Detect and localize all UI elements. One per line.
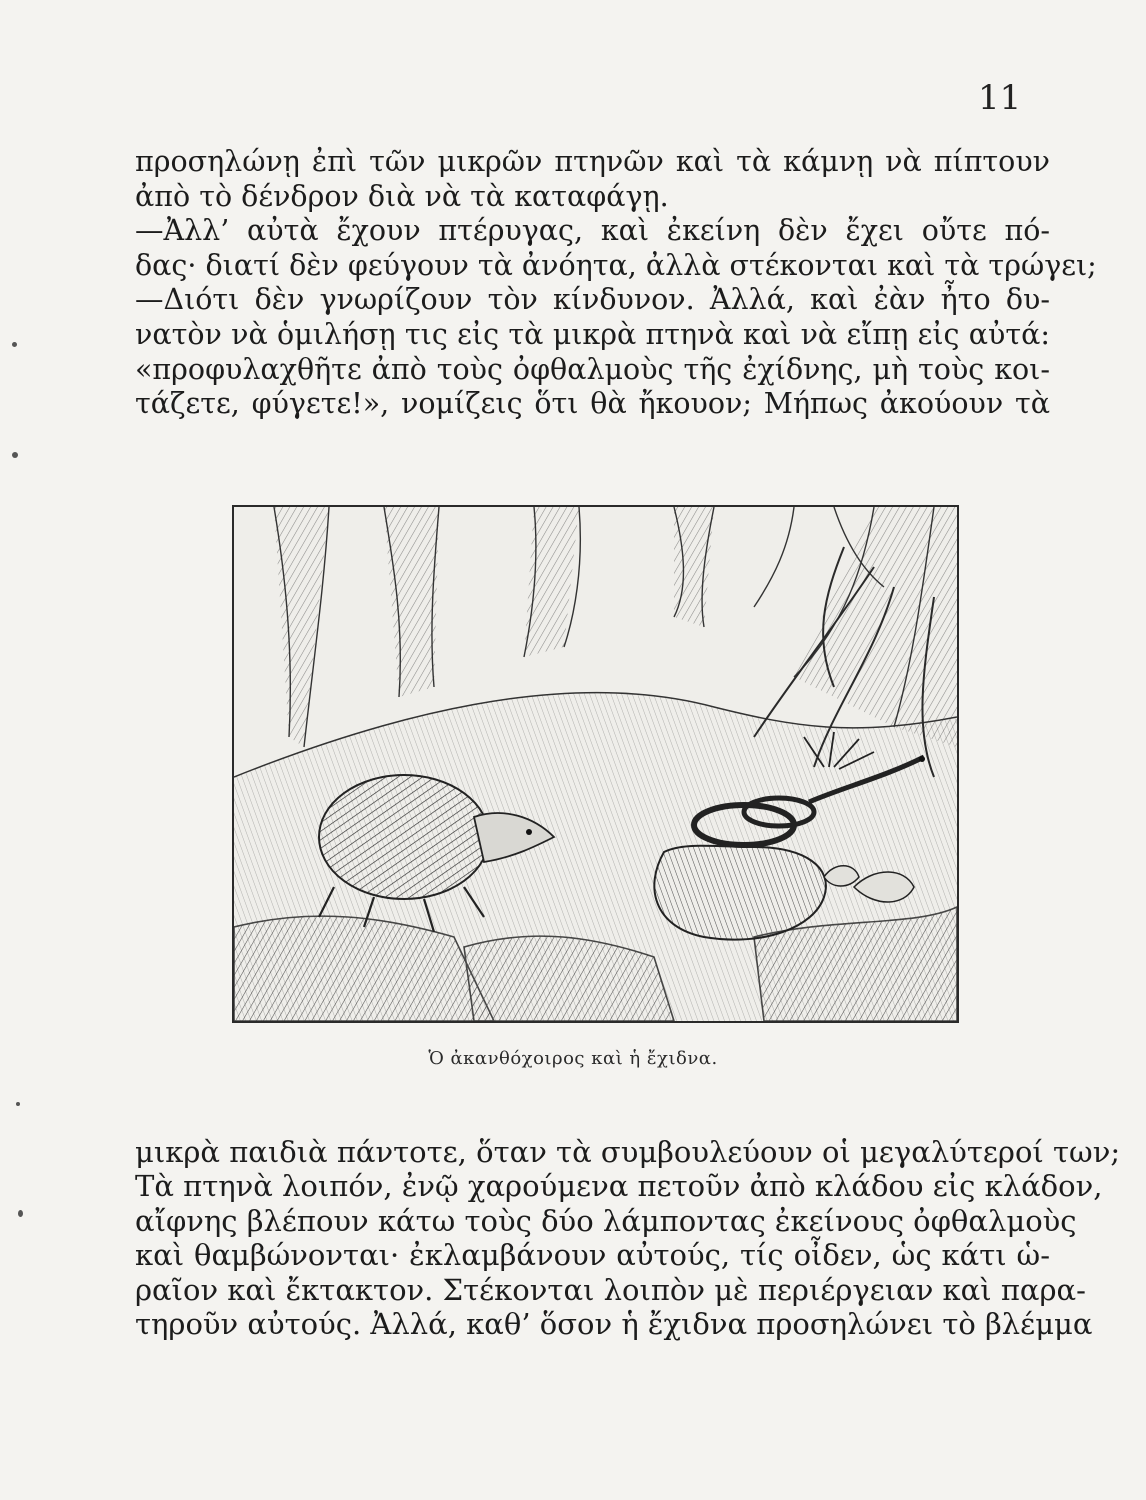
scan-speck — [12, 452, 18, 458]
text-line: ραῖον καὶ ἔκτακτον. Στέκονται λοιπὸν μὲ περιέργειαν καὶ παρα- — [135, 1272, 1086, 1307]
text-block-bottom — [135, 1135, 1121, 1342]
figure-caption: Ὁ ἀκανθόχοιρος καὶ ἡ ἔχιδνα. — [428, 1048, 718, 1069]
text-line: τηροῦν αὐτούς. Ἀλλά, καθ’ ὅσον ἡ ἔχιδνα προσηλώνει τὸ βλέμμα — [135, 1307, 1093, 1342]
text-line: προσηλώνῃ ἐπὶ τῶν μικρῶν πτηνῶν καὶ τὰ κάμνῃ νὰ πίπτουν — [135, 145, 1050, 178]
scan-speck — [16, 1102, 20, 1106]
text-line: καὶ θαμβώνονται· ἐκλαμβάνουν αὐτούς, τίς οἶδεν, ὡς κάτι ὡ- — [135, 1238, 1050, 1273]
text-line: —Διότι δὲν γνωρίζουν τὸν κίνδυνον. Ἀλλά, καὶ ἐὰν ἦτο δυ- — [135, 283, 1050, 317]
scan-speck — [18, 1210, 23, 1217]
text-block-top — [135, 145, 1097, 422]
page-number: 11 — [978, 78, 1022, 118]
text-line: μικρὰ παιδιὰ πάντοτε, ὅταν τὰ συμβουλεύουν οἱ μεγαλύτεροί των; — [135, 1135, 1121, 1169]
text-line: Τὰ πτηνὰ λοιπόν, ἐνῷ χαρούμενα πετοῦν ἀπὸ κλάδου εἰς κλάδον, — [135, 1169, 1103, 1204]
text-line: ἀπὸ τὸ δένδρον διὰ νὰ τὰ καταφάγῃ. — [135, 179, 669, 213]
text-line: —Ἀλλ’ αὐτὰ ἔχουν πτέρυγας, καὶ ἐκείνη δὲν ἔχει οὔτε πό- — [135, 214, 1050, 248]
text-line: τάζετε, φύγετε!», νομίζεις ὅτι θὰ ἤκουον; Μήπως ἀκούουν τὰ — [135, 387, 1050, 421]
illustration-hedgehog-snake — [232, 505, 959, 1023]
text-line: αἴφνης βλέπουν κάτω τοὺς δύο λάμποντας ἐκείνους ὀφθαλμοὺς — [135, 1203, 1077, 1238]
text-line: «προφυλαχθῆτε ἀπὸ τοὺς ὀφθαλμοὺς τῆς ἐχίδνης, μὴ τοὺς κοι- — [135, 352, 1050, 386]
text-line: νατὸν νὰ ὁμιλήσῃ τις εἰς τὰ μικρὰ πτηνὰ καὶ νὰ εἴπῃ εἰς αὐτά: — [135, 317, 1050, 351]
engraving-illustration — [234, 507, 957, 1021]
scan-speck — [12, 342, 17, 347]
text-line: δας· διατί δὲν φεύγουν τὰ ἀνόητα, ἀλλὰ στέκονται καὶ τὰ τρώγει; — [135, 248, 1097, 282]
